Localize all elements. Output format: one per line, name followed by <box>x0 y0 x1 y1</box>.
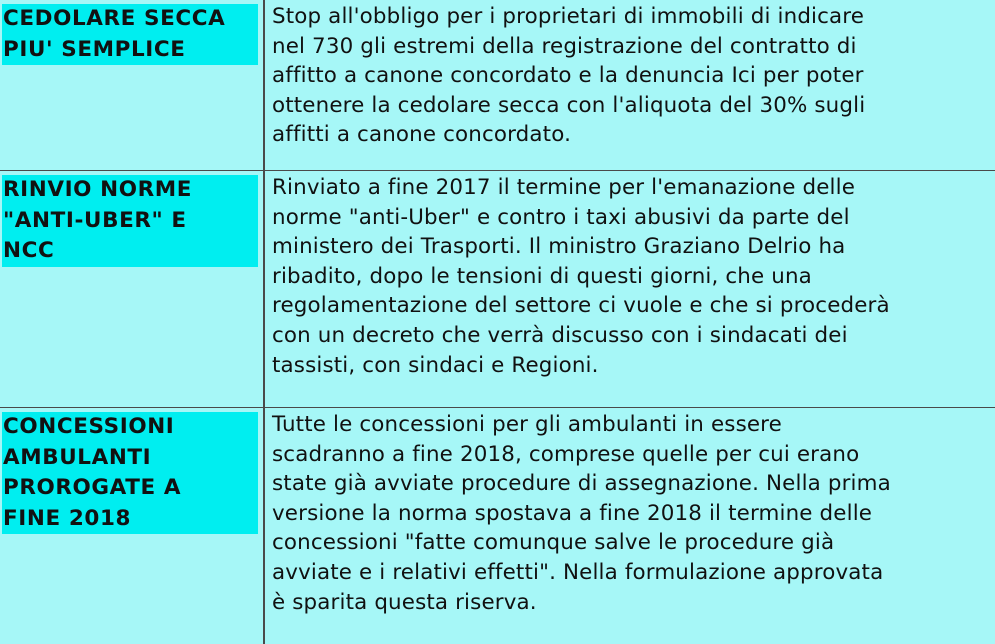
table-row-cedolare-secca <box>0 0 995 171</box>
description-line: ministero dei Trasporti. Il ministro Graziano Delrio ha <box>272 234 846 260</box>
description-line: nel 730 gli estremi della registrazione del contratto di <box>272 33 857 59</box>
label-line: RINVIO NORME <box>2 175 258 206</box>
label-line: FINE 2018 <box>2 504 258 535</box>
description-line: versione la norma spostava a fine 2018 il termine delle <box>272 500 873 526</box>
description-line: è sparita questa riserva. <box>272 589 537 615</box>
description-line: affitto a canone concordato e la denuncia Ici per poter <box>272 63 864 89</box>
label-line: CONCESSIONI <box>2 412 258 443</box>
row-description <box>272 410 990 617</box>
description-line: Tutte le concessioni per gli ambulanti in essere <box>272 412 782 437</box>
description-line: scadranno a fine 2018, comprese quelle per cui erano <box>272 441 860 467</box>
description-line: regolamentazione del settore ci vuole e che si procederà <box>272 293 890 319</box>
label-line: NCC <box>2 236 258 267</box>
description-line: ribadito, dopo le tensioni di questi giorni, che una <box>272 263 812 289</box>
description-line: state già avviate procedure di assegnazione. Nella prima <box>272 471 891 497</box>
description-line: Stop all'obbligo per i proprietari di immobili di indicare <box>272 4 865 29</box>
description-line: Rinviato a fine 2017 il termine per l'emanazione delle <box>272 175 856 200</box>
row-label <box>2 175 258 267</box>
label-line: PIU' SEMPLICE <box>2 35 258 66</box>
label-line: PROROGATE A <box>2 473 258 504</box>
label-line: CEDOLARE SECCA <box>2 4 258 35</box>
row-label <box>2 412 258 534</box>
description-line: con un decreto che verrà discusso con i sindacati dei <box>272 322 848 348</box>
table-row-anti-uber <box>0 171 995 408</box>
description-line: norme "anti-Uber" e contro i taxi abusivi da parte del <box>272 204 850 230</box>
table-row-concessioni-ambulanti <box>0 408 995 644</box>
row-description <box>272 173 990 380</box>
description-line: concessioni "fatte comunque salve le procedure già <box>272 530 835 556</box>
description-line: avviate e i relativi effetti". Nella formulazione approvata <box>272 559 884 585</box>
label-line: AMBULANTI <box>2 443 258 474</box>
description-line: tassisti, con sindaci e Regioni. <box>272 352 599 378</box>
row-description <box>272 2 990 150</box>
label-line: "ANTI-UBER" E <box>2 206 258 237</box>
column-divider <box>263 0 265 644</box>
description-line: ottenere la cedolare secca con l'aliquota del 30% sugli <box>272 92 866 118</box>
description-line: affitti a canone concordato. <box>272 122 572 148</box>
row-label <box>2 4 258 65</box>
